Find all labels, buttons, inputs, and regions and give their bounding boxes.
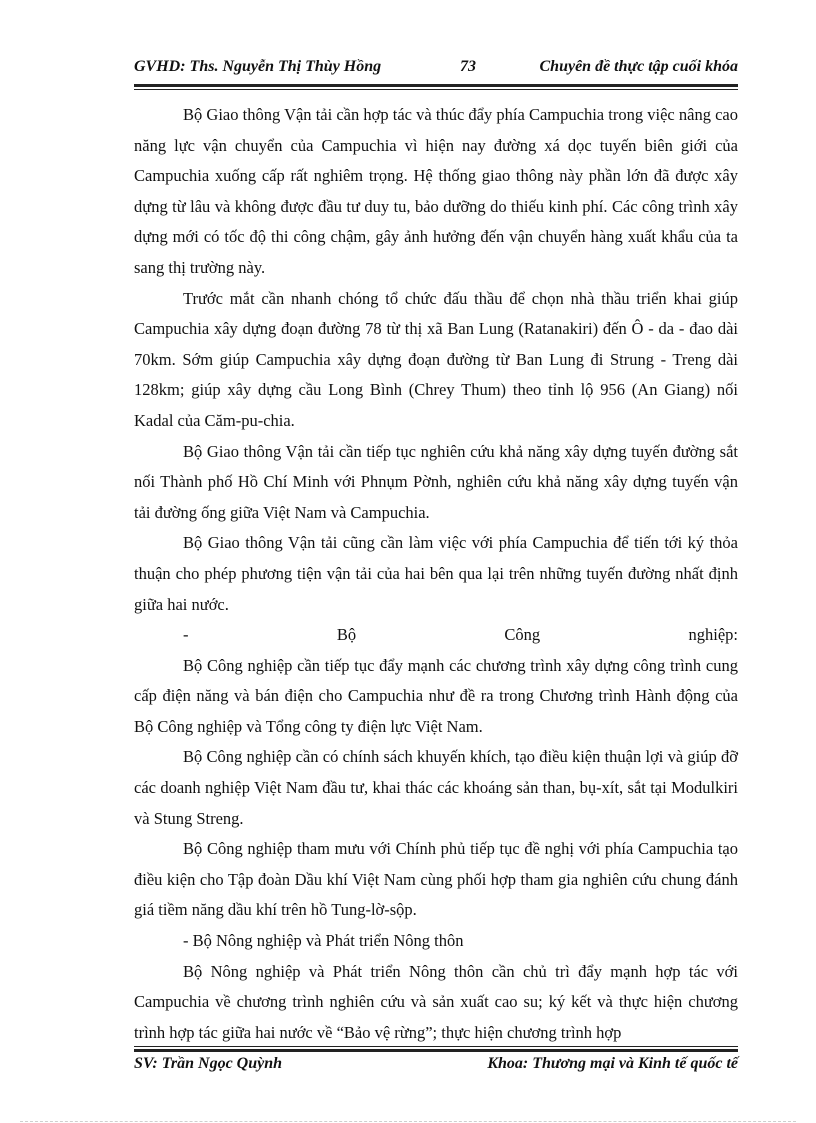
header-supervisor: GVHD: Ths. Nguyễn Thị Thùy Hồng (134, 58, 382, 75)
document-body (134, 100, 738, 1048)
page-number: 73 (460, 58, 476, 75)
header-rule-thick (134, 84, 738, 87)
paragraph: Bộ Giao thông Vận tải cũng cần làm việc với phía Campuchia để tiến tới ký thỏa thuận cho phép phương tiện vận tải của hai bên qua lại trên những tuyến đường nhất định giữa hai nước. (134, 533, 738, 614)
footer-faculty: Khoa: Thương mại và Kinh tế quốc tế (487, 1055, 738, 1072)
header-document-title: Chuyên đề thực tập cuối khóa (539, 58, 738, 75)
page-footer (134, 1055, 738, 1079)
paragraph: Bộ Công nghiệp cần có chính sách khuyến khích, tạo điều kiện thuận lợi và giúp đỡ các doanh nghiệp Việt Nam đầu tư, khai thác các khoáng sản than, bụ-xít, sắt tại Modulkiri và Stung Streng. (134, 747, 738, 828)
paragraph: Trước mắt cần nhanh chóng tổ chức đấu thầu để chọn nhà thầu triển khai giúp Campuchia xây dựng đoạn đường 78 từ thị xã Ban Lung (Ratanakiri) đến Ô - da - đao dài 70km. Sớm giúp Campuchia xây dựng đoạn đường từ Ban Lung đi Strung - Treng dài 128km; giúp xây dựng cầu Long Bình (Chrey Thum) theo tỉnh lộ 956 (An Giang) nối Kadal của Căm-pu-chia. (134, 288, 738, 430)
footer-student: SV: Trần Ngọc Quỳnh (134, 1055, 283, 1072)
section-heading-agriculture: - Bộ Nông nghiệp và Phát triển Nông thôn (183, 931, 464, 951)
paragraph: Bộ Công nghiệp tham mưu với Chính phủ tiếp tục đề nghị với phía Campuchia tạo điều kiện cho Tập đoàn Dầu khí Việt Nam cùng phối hợp tham gia nghiên cứu chung đánh giá tiềm năng dầu khí trên hồ Tung-lờ-sộp. (134, 839, 738, 920)
paragraph: Bộ Công nghiệp cần tiếp tục đẩy mạnh các chương trình xây dựng công trình cung cấp điện năng và bán điện cho Campuchia như đề ra trong Chương trình Hành động của Bộ Công nghiệp và Tổng công ty điện lực Việt Nam. (134, 655, 738, 736)
section-heading-industry: - Bộ Công nghiệp: (183, 625, 738, 645)
paragraph: Bộ Nông nghiệp và Phát triển Nông thôn cần chủ trì đẩy mạnh hợp tác với Campuchia về chương trình nghiên cứu và sản xuất cao su; ký kết và thực hiện chương trình hợp tác giữa hai nước về “Bảo vệ rừng”; thực hiện chương trình hợp (134, 961, 738, 1042)
page-header (134, 58, 738, 82)
footer-rule-thin (134, 1046, 738, 1047)
paragraph: Bộ Giao thông Vận tải cần tiếp tục nghiên cứu khả năng xây dựng tuyến đường sắt nối Thành phố Hồ Chí Minh với Phnụm Pờnh, nghiên cứu khả năng xây dựng tuyến vận tải đường ống giữa Việt Nam và Campuchia. (134, 441, 738, 522)
paragraph: Bộ Giao thông Vận tải cần hợp tác và thúc đẩy phía Campuchia trong việc nâng cao năng lực vận chuyển của Campuchia vì hiện nay đường xá dọc tuyến biên giới của Campuchia xuống cấp rất nghiêm trọng. Hệ thống giao thông này phần lớn đã được xây dựng từ lâu và không được đầu tư duy tu, bảo dưỡng do thiếu kinh phí. Các công trình xây dựng mới có tốc độ thi công chậm, gây ảnh hưởng đến vận chuyển hàng xuất khẩu của ta sang thị trường này. (134, 105, 738, 277)
page-edge-divider (20, 1121, 796, 1122)
header-rule-thin (134, 89, 738, 90)
footer-rule-thick (134, 1049, 738, 1052)
